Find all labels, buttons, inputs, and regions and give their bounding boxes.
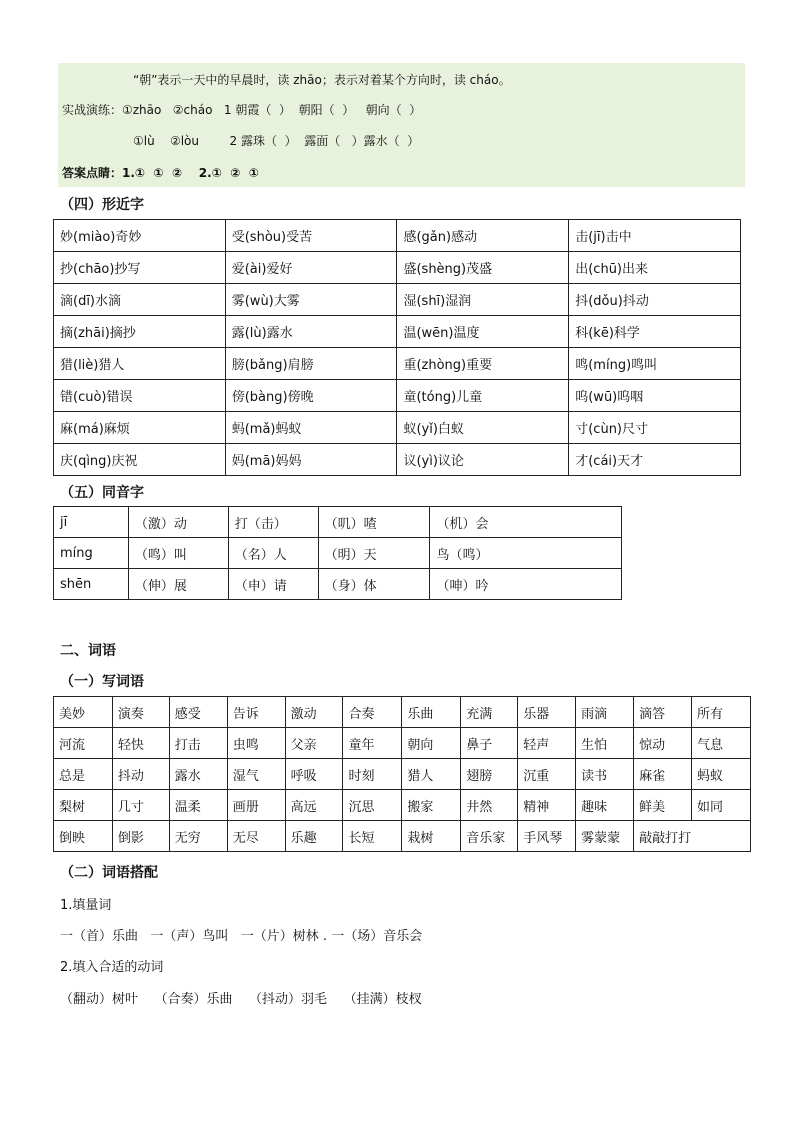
word-cell: 美妙 bbox=[54, 697, 113, 728]
table-cell: （申）请 bbox=[228, 569, 318, 600]
similar-chars-heading: （四）形近字 bbox=[60, 197, 144, 213]
tip-explanation: “朝”表示一天中的早晨时，读 zhāo；表示对着某个方向时，读 cháo。 bbox=[133, 73, 511, 87]
table-cell: 盛(shèng)茂盛 bbox=[397, 252, 569, 284]
homophone-table bbox=[53, 506, 622, 600]
table-cell: 湿(shī)湿润 bbox=[397, 284, 569, 316]
word-cell: 乐器 bbox=[518, 697, 576, 728]
write-words-heading: （一）写词语 bbox=[60, 674, 144, 690]
word-cell: 猎人 bbox=[402, 759, 461, 790]
word-cell: 乐趣 bbox=[285, 821, 343, 852]
table-cell: 出(chū)出来 bbox=[569, 252, 741, 284]
word-cell: 读书 bbox=[576, 759, 634, 790]
word-cell: 湿气 bbox=[227, 759, 285, 790]
word-cell: 蚂蚁 bbox=[691, 759, 750, 790]
table-cell: 击(jī)击中 bbox=[569, 220, 741, 252]
table-cell: 蚂(mǎ)蚂蚁 bbox=[225, 412, 397, 444]
similar-chars-row bbox=[54, 316, 741, 348]
word-cell: 井然 bbox=[461, 790, 518, 821]
homophone-row bbox=[54, 538, 622, 569]
words-table bbox=[53, 696, 751, 852]
table-cell: （叽）喳 bbox=[318, 507, 430, 538]
homophone-row bbox=[54, 507, 622, 538]
word-cell: 气息 bbox=[691, 728, 750, 759]
table-cell: jī bbox=[54, 507, 129, 538]
table-cell: 鸟（鸣） bbox=[430, 538, 622, 569]
table-cell: 露(lù)露水 bbox=[225, 316, 397, 348]
word-cell: 栽树 bbox=[402, 821, 461, 852]
table-cell: 庆(qìng)庆祝 bbox=[54, 444, 226, 476]
table-cell: （呻）吟 bbox=[430, 569, 622, 600]
words-row bbox=[54, 759, 751, 790]
table-cell: 妈(mā)妈妈 bbox=[225, 444, 397, 476]
word-cell: 翅膀 bbox=[461, 759, 518, 790]
word-cell: 高远 bbox=[285, 790, 343, 821]
verb-fill-answers: （翻动）树叶 （合奏）乐曲 （抖动）羽毛 （挂满）枝杈 bbox=[60, 992, 422, 1007]
table-cell: （伸）展 bbox=[128, 569, 228, 600]
word-cell: 告诉 bbox=[227, 697, 285, 728]
word-cell: 精神 bbox=[518, 790, 576, 821]
table-cell: 抄(chāo)抄写 bbox=[54, 252, 226, 284]
table-cell: 打（击） bbox=[228, 507, 318, 538]
similar-chars-row bbox=[54, 444, 741, 476]
table-cell: （鸣）叫 bbox=[128, 538, 228, 569]
word-cell: 虫鸣 bbox=[227, 728, 285, 759]
table-cell: 爱(ài)爱好 bbox=[225, 252, 397, 284]
word-cell: 倒映 bbox=[54, 821, 113, 852]
word-cell: 温柔 bbox=[169, 790, 227, 821]
word-cell: 朝向 bbox=[402, 728, 461, 759]
table-cell: 鸣(míng)鸣叫 bbox=[569, 348, 741, 380]
word-cell: 鲜美 bbox=[634, 790, 692, 821]
word-cell: 充满 bbox=[461, 697, 518, 728]
table-cell: 才(cái)天才 bbox=[569, 444, 741, 476]
word-cell: 音乐家 bbox=[461, 821, 518, 852]
table-cell: shēn bbox=[54, 569, 129, 600]
table-cell: 滴(dī)水滴 bbox=[54, 284, 226, 316]
word-cell: 父亲 bbox=[285, 728, 343, 759]
table-cell: 蚁(yǐ)白蚁 bbox=[397, 412, 569, 444]
word-cell: 激动 bbox=[285, 697, 343, 728]
word-cell: 趣味 bbox=[576, 790, 634, 821]
table-cell: 傍(bàng)傍晚 bbox=[225, 380, 397, 412]
table-cell: 错(cuò)错误 bbox=[54, 380, 226, 412]
table-cell: 童(tóng)儿童 bbox=[397, 380, 569, 412]
similar-chars-row bbox=[54, 412, 741, 444]
similar-chars-row bbox=[54, 348, 741, 380]
word-cell: 滴答 bbox=[634, 697, 692, 728]
table-cell: 科(kē)科学 bbox=[569, 316, 741, 348]
word-cell: 乐曲 bbox=[402, 697, 461, 728]
word-cell: 演奏 bbox=[112, 697, 169, 728]
word-cell: 轻快 bbox=[112, 728, 169, 759]
word-cell: 露水 bbox=[169, 759, 227, 790]
word-cell: 无穷 bbox=[169, 821, 227, 852]
word-cell: 轻声 bbox=[518, 728, 576, 759]
word-cell: 抖动 bbox=[112, 759, 169, 790]
word-cell: 童年 bbox=[343, 728, 402, 759]
homophone-row bbox=[54, 569, 622, 600]
word-cell: 梨树 bbox=[54, 790, 113, 821]
word-cell: 画册 bbox=[227, 790, 285, 821]
table-cell: 抖(dǒu)抖动 bbox=[569, 284, 741, 316]
table-cell: 猎(liè)猎人 bbox=[54, 348, 226, 380]
measure-word-label: 1.填量词 bbox=[60, 898, 112, 913]
word-cell: 沉思 bbox=[343, 790, 402, 821]
table-cell: míng bbox=[54, 538, 129, 569]
table-cell: 受(shòu)受苦 bbox=[225, 220, 397, 252]
table-cell: 感(gǎn)感动 bbox=[397, 220, 569, 252]
table-cell: 寸(cùn)尺寸 bbox=[569, 412, 741, 444]
word-cell: 河流 bbox=[54, 728, 113, 759]
similar-chars-row bbox=[54, 252, 741, 284]
tip-practice-1: 实战演练：①zhāo ②cháo 1 朝霞（ ） 朝阳（ ） 朝向（ ） bbox=[62, 103, 422, 117]
word-cell: 鼻子 bbox=[461, 728, 518, 759]
table-cell: 摘(zhāi)摘抄 bbox=[54, 316, 226, 348]
table-cell: 膀(bǎng)肩膀 bbox=[225, 348, 397, 380]
table-cell: （明）天 bbox=[318, 538, 430, 569]
table-cell: 温(wēn)温度 bbox=[397, 316, 569, 348]
word-cell: 合奏 bbox=[343, 697, 402, 728]
similar-chars-table bbox=[53, 219, 741, 476]
table-cell: （身）体 bbox=[318, 569, 430, 600]
words-row bbox=[54, 697, 751, 728]
table-cell: 议(yì)议论 bbox=[397, 444, 569, 476]
collocation-heading: （二）词语搭配 bbox=[60, 865, 158, 881]
word-cell: 手风琴 bbox=[518, 821, 576, 852]
table-cell: 妙(miào)奇妙 bbox=[54, 220, 226, 252]
words-row bbox=[54, 728, 751, 759]
verb-fill-label: 2.填入合适的动词 bbox=[60, 960, 164, 975]
similar-chars-row bbox=[54, 284, 741, 316]
word-cell: 几寸 bbox=[112, 790, 169, 821]
table-cell: 雾(wù)大雾 bbox=[225, 284, 397, 316]
word-cell: 打击 bbox=[169, 728, 227, 759]
table-cell: （激）动 bbox=[128, 507, 228, 538]
table-cell: （机）会 bbox=[430, 507, 622, 538]
similar-chars-row bbox=[54, 220, 741, 252]
word-cell: 搬家 bbox=[402, 790, 461, 821]
similar-chars-row bbox=[54, 380, 741, 412]
words-row bbox=[54, 790, 751, 821]
word-cell: 惊动 bbox=[634, 728, 692, 759]
measure-word-answers: 一（首）乐曲 一（声）鸟叫 一（片）树林 . 一（场）音乐会 bbox=[60, 929, 423, 944]
word-cell: 倒影 bbox=[112, 821, 169, 852]
words-section-heading: 二、词语 bbox=[60, 643, 116, 659]
tip-practice-2: ①lù ②lòu 2 露珠（ ） 露面（ ）露水（ ） bbox=[133, 134, 420, 148]
word-cell: 时刻 bbox=[343, 759, 402, 790]
word-cell: 呼吸 bbox=[285, 759, 343, 790]
word-cell: 所有 bbox=[691, 697, 750, 728]
word-cell: 无尽 bbox=[227, 821, 285, 852]
table-cell: （名）人 bbox=[228, 538, 318, 569]
word-cell: 生怕 bbox=[576, 728, 634, 759]
word-cell: 沉重 bbox=[518, 759, 576, 790]
table-cell: 呜(wū)呜咽 bbox=[569, 380, 741, 412]
word-cell: 麻雀 bbox=[634, 759, 692, 790]
word-cell: 长短 bbox=[343, 821, 402, 852]
word-cell: 总是 bbox=[54, 759, 113, 790]
table-cell: 麻(má)麻烦 bbox=[54, 412, 226, 444]
homophone-heading: （五）同音字 bbox=[60, 485, 144, 501]
table-cell: 重(zhòng)重要 bbox=[397, 348, 569, 380]
word-cell: 如同 bbox=[691, 790, 750, 821]
word-cell: 雨滴 bbox=[576, 697, 634, 728]
word-cell: 敲敲打打 bbox=[634, 821, 751, 852]
word-cell: 雾蒙蒙 bbox=[576, 821, 634, 852]
word-cell: 感受 bbox=[169, 697, 227, 728]
tip-answers: 答案点睛：1.① ① ② 2.① ② ① bbox=[62, 166, 259, 180]
words-row bbox=[54, 821, 751, 852]
